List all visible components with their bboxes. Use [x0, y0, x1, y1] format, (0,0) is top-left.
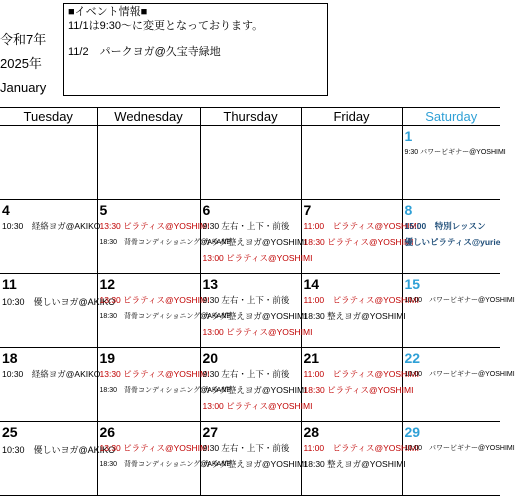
year: 2025年 — [0, 56, 42, 71]
event-entry: 13:00 ピラティス@YOSHIMI — [202, 401, 313, 411]
event-entry: 優しいピラティス@yurie — [404, 237, 501, 247]
day-cell[interactable] — [97, 126, 200, 200]
day-cell[interactable] — [402, 422, 515, 496]
day-number: 27 — [202, 424, 219, 440]
day-number: 13 — [202, 276, 219, 292]
day-cell[interactable] — [0, 200, 101, 274]
day-number: 28 — [303, 424, 320, 440]
day-header-row — [0, 108, 500, 126]
event-entry: 18:30 背骨コンディショニング@AKANE — [99, 387, 232, 394]
day-cell[interactable] — [0, 126, 97, 200]
day-number: 11 — [2, 276, 17, 292]
day-header-thursday: Thursday — [200, 108, 301, 126]
day-number: 8 — [404, 202, 413, 218]
event-entry: 10:00 パワービギナー@YOSHIMI — [404, 371, 515, 378]
event-entry: カラダ整えヨガ@YOSHIMI — [202, 237, 307, 247]
event-entry: 18:30 ピラティス@YOSHIMI — [303, 237, 414, 247]
day-cell[interactable] — [402, 126, 506, 200]
event-entry: 10:30 優しいヨガ@AKIKO — [2, 297, 116, 307]
calendar-grid — [0, 107, 515, 496]
event-entry: 18:30 整えヨガ@YOSHIMI — [303, 459, 406, 469]
event-entry: 10:00 パワービギナー@YOSHIMI — [404, 445, 515, 452]
day-number: 21 — [303, 350, 320, 366]
event-entry: 10:30 優しいヨガ@AKIKO — [2, 445, 116, 455]
day-number: 1 — [404, 128, 413, 144]
month: January — [0, 80, 47, 95]
day-number: 20 — [202, 350, 219, 366]
day-number: 14 — [303, 276, 320, 292]
era-year: 令和7年 — [0, 32, 47, 47]
event-entry: 10:30 経絡ヨガ@AKIKO — [2, 221, 101, 231]
event-entry: 18:30 背骨コンディショニング@AKANE — [99, 239, 232, 246]
week-row-3 — [0, 274, 500, 348]
day-number: 22 — [404, 350, 421, 366]
day-cell[interactable] — [402, 200, 500, 274]
event-entry: 10:00 パワービギナー@YOSHIMI — [404, 297, 515, 304]
day-cell[interactable] — [97, 274, 232, 348]
day-number: 5 — [99, 202, 108, 218]
day-number: 4 — [2, 202, 10, 218]
event-entry: 9:30 左右・上下・前後 — [202, 221, 290, 231]
event-entry: 18:30 背骨コンディショニング@AKANE — [99, 461, 232, 468]
event-entry: カラダ整えヨガ@YOSHIMI — [202, 385, 307, 395]
event-entry: 13:30 ピラティス@YOSHIMI — [99, 369, 210, 379]
event-info-box — [63, 3, 328, 96]
day-number: 6 — [202, 202, 211, 218]
event-entry: 13:30 ピラティス@YOSHIMI — [99, 295, 210, 305]
week-row-5 — [0, 422, 500, 496]
day-number: 18 — [2, 350, 18, 366]
event-entry: 9:30 左右・上下・前後 — [202, 295, 290, 305]
day-cell[interactable] — [301, 200, 419, 274]
event-entry: カラダ整えヨガ@YOSHIMI — [202, 311, 307, 321]
day-cell[interactable] — [0, 348, 101, 422]
day-number: 29 — [404, 424, 421, 440]
event-entry: 9:30 パワービギナー@YOSHIMI — [404, 149, 506, 156]
day-number: 19 — [99, 350, 116, 366]
event-entry: 11:00 ピラティス@YOSHIMI — [303, 295, 419, 305]
day-number: 7 — [303, 202, 312, 218]
event-entry: 13:30 ピラティス@YOSHIMI — [99, 221, 210, 231]
day-header-friday: Friday — [301, 108, 402, 126]
event-entry: 13:00 ピラティス@YOSHIMI — [202, 327, 313, 337]
event-entry: 18:30 整えヨガ@YOSHIMI — [303, 311, 406, 321]
day-number: 12 — [99, 276, 116, 292]
day-header-wednesday: Wednesday — [97, 108, 200, 126]
event-entry: 11:00 ピラティス@YOSHIMI — [303, 221, 419, 231]
info-title: ■イベント情報■ — [68, 6, 148, 18]
day-cell[interactable] — [402, 348, 515, 422]
week-row-1 — [0, 126, 500, 200]
info-line-2: 11/2 パークヨガ@久宝寺緑地 — [68, 46, 221, 58]
day-cell[interactable] — [200, 200, 313, 274]
day-cell[interactable] — [402, 274, 515, 348]
year-block — [0, 28, 62, 100]
event-entry: 9:30 左右・上下・前後 — [202, 369, 290, 379]
event-entry: 13:00 ピラティス@YOSHIMI — [202, 253, 313, 263]
day-cell[interactable] — [200, 126, 301, 200]
event-entry: 18:30 ピラティス@YOSHIMI — [303, 385, 414, 395]
event-entry: 13:30 ピラティス@YOSHIMI — [99, 443, 210, 453]
event-entry: 9:30 左右・上下・前後 — [202, 443, 290, 453]
event-entry: 11:00 ピラティス@YOSHIMI — [303, 443, 419, 453]
day-number: 26 — [99, 424, 116, 440]
event-entry: 15:00 特別レッスン — [404, 221, 486, 231]
event-entry: 18:30 背骨コンディショニング@AKANE — [99, 313, 232, 320]
day-number: 15 — [404, 276, 421, 292]
day-number: 25 — [2, 424, 18, 440]
week-row-4 — [0, 348, 500, 422]
day-cell[interactable] — [97, 200, 232, 274]
event-entry: 11:00 ピラティス@YOSHIMI — [303, 369, 419, 379]
info-line-1: 11/1は9:30～に変更となっております。 — [68, 20, 264, 32]
event-entry: カラダ整えヨガ@YOSHIMI — [202, 459, 307, 469]
day-cell[interactable] — [301, 126, 402, 200]
day-cell[interactable] — [200, 422, 307, 496]
week-row-2 — [0, 200, 500, 274]
day-header-tuesday: Tuesday — [0, 108, 97, 126]
day-header-saturday: Saturday — [402, 108, 500, 126]
event-entry: 10:30 経絡ヨガ@AKIKO — [2, 369, 101, 379]
